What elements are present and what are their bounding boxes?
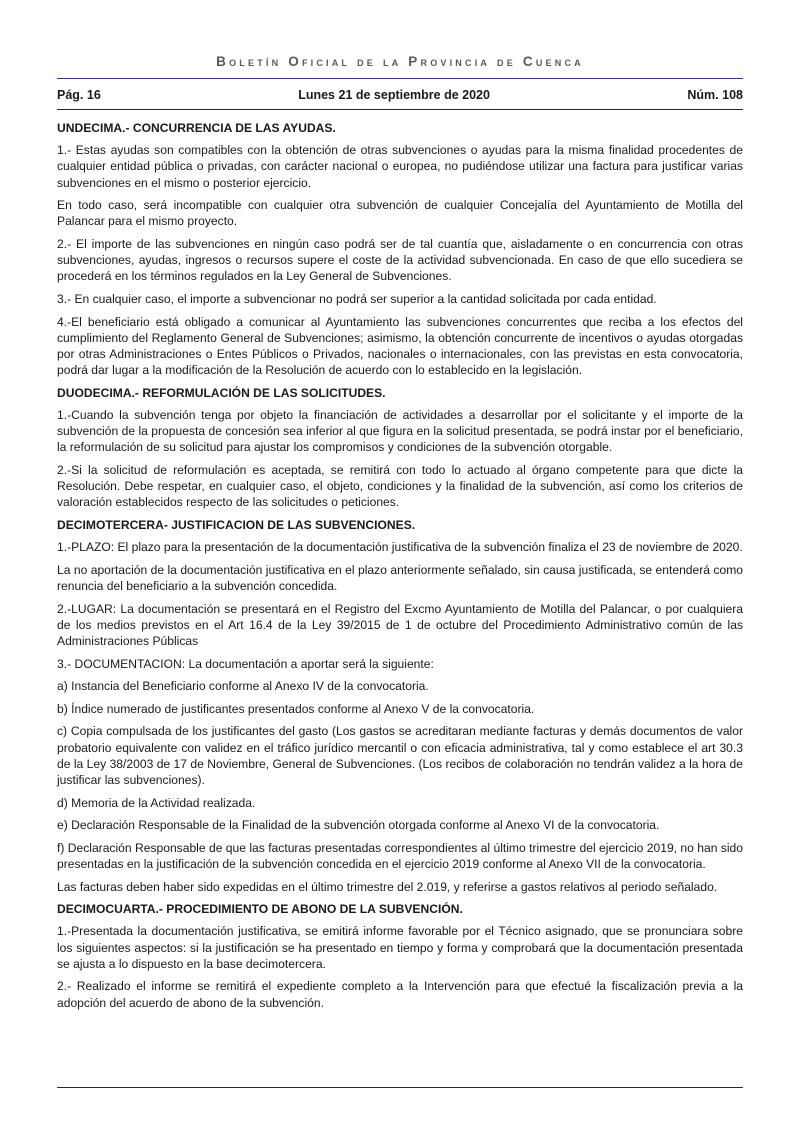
section-heading: DECIMOTERCERA- JUSTIFICACION DE LAS SUBVENCIONES. [57, 518, 416, 532]
paragraph: 2.- El importe de las subvenciones en ningún caso podrá ser de tal cuantía que, aisladamente o en concurrencia con otras subvenciones, ayudas, ingresos o recursos supere el coste de la actividad subvencionada. En caso de que ello sucediera se procederá en los términos regulados en la Ley General de Subvenciones. [57, 237, 743, 284]
paragraph: a) Instancia del Beneficiario conforme al Anexo IV de la convocatoria. [57, 679, 429, 694]
issue-number: Núm. 108 [687, 88, 743, 102]
paragraph: 1.- Estas ayudas son compatibles con la obtención de otras subvenciones o ayudas para la misma finalidad procedentes de cualquier entidad pública o privadas, con carácter nacional o europea, no pudiéndose utilizar una factura para justificar varias subvenciones en el mismo o posterior ejercicio. [57, 143, 743, 190]
paragraph: 2.-LUGAR: La documentación se presentará en el Registro del Excmo Ayuntamiento de Motilla del Palancar, o por cualquiera de los medios previstos en el Art 16.4 de la Ley 39/2015 de 1 de octubre del Procedimiento Administrativo común de las Administraciones Públicas [57, 601, 743, 648]
header-info-row [57, 87, 743, 103]
page-number: Pág. 16 [57, 88, 101, 102]
masthead-title: Boletín Oficial de la Provincia de Cuenca [216, 54, 584, 69]
section-heading: UNDECIMA.- CONCURRENCIA DE LAS AYUDAS. [57, 121, 336, 135]
section-heading: DUODECIMA.- REFORMULACIÓN DE LAS SOLICITUDES. [57, 385, 386, 400]
issue-date: Lunes 21 de septiembre de 2020 [298, 88, 490, 102]
document-body [57, 120, 743, 1011]
document-page [57, 52, 743, 1017]
paragraph: Las facturas deben haber sido expedidas en el último trimestre del 2.019, y referirse a gastos relativos al periodo señalado. [57, 879, 718, 894]
paragraph: c) Copia compulsada de los justificantes del gasto (Los gastos se acreditaran mediante facturas y demás documentos de valor probatorio equivalente con validez en el tráfico jurídico mercantil o con eficacia administrativa, tal y como establece el art 30.3 de la Ley 38/2003 de 17 de Noviembre, General de Subvenciones. (Los recibos de colaboración no tendrán validez a la hora de justificar las subvenciones). [57, 724, 743, 787]
paragraph: d) Memoria de la Actividad realizada. [57, 795, 256, 810]
paragraph: 1.-PLAZO: El plazo para la presentación de la documentación justificativa de la subvención finaliza el 23 de noviembre de 2020. [57, 540, 743, 555]
paragraph: 1.-Presentada la documentación justificativa, se emitirá informe favorable por el Técnico asignado, que se pronunciara sobre los siguientes aspectos: si la justificación se ha presentado en tiempo y forma y comprobará que la documentación presentada se ajusta a lo dispuesto en la base decimotercera. [57, 924, 743, 971]
paragraph: 4.-El beneficiario está obligado a comunicar al Ayuntamiento las subvenciones concurrentes que reciba a los efectos del cumplimiento del Reglamento General de Subvenciones; asimismo, la obtención concurrente de incentivos o ayudas otorgadas por otras Administraciones o Entes Públicos o Privados, nacionales o internacionales, con las previstas en esta convocatoria, podrá dar lugar a la modificación de la Resolución de acuerdo con lo establecido en la legislación. [57, 314, 743, 378]
footer-rule [57, 1087, 743, 1088]
header-rule [57, 78, 743, 79]
paragraph: En todo caso, será incompatible con cualquier otra subvención de cualquier Concejalía del Ayuntamiento de Motilla del Palancar para el mismo proyecto. [57, 198, 743, 229]
paragraph: 3.- DOCUMENTACION: La documentación a aportar será la siguiente: [57, 656, 434, 671]
paragraph: b) Índice numerado de justificantes presentados conforme al Anexo V de la convocatoria. [57, 701, 535, 716]
section-heading: DECIMOCUARTA.- PROCEDIMIENTO DE ABONO DE LA SUBVENCIÓN. [57, 902, 463, 917]
paragraph: 2.-Si la solicitud de reformulación es aceptada, se remitirá con todo lo actuado al órgano competente para que dicte la Resolución. Debe respetar, en cualquier caso, el objeto, condiciones y la finalidad de la subvención, así como los criterios de valoración establecidos respecto de las solicitudes o peticiones. [57, 463, 743, 510]
paragraph: 2.- Realizado el informe se remitirá el expediente completo a la Intervención para que efectué la fiscalización previa a la adopción del acuerdo de abono de la subvención. [57, 979, 743, 1010]
paragraph: 3.- En cualquier caso, el importe a subvencionar no podrá ser superior a la cantidad solicitada por cada entidad. [57, 292, 657, 306]
paragraph: La no aportación de la documentación justificativa en el plazo anteriormente señalado, sin causa justificada, se entenderá como renuncia del beneficiario a la subvención concedida. [57, 562, 743, 593]
info-rule [57, 109, 743, 110]
paragraph: e) Declaración Responsable de la Finalidad de la subvención otorgada conforme al Anexo VI de la convocatoria. [57, 818, 660, 833]
paragraph: f) Declaración Responsable de que las facturas presentadas correspondientes al último trimestre del ejercicio 2019, no han sido presentadas en la justificación de la subvención concedida en el ejercicio 2019 conforme al Anexo VII de la convocatoria. [57, 840, 743, 871]
paragraph: 1.-Cuando la subvención tenga por objeto la financiación de actividades a desarrollar por el solicitante y el importe de la subvención de la propuesta de concesión sea inferior al que figura en la solicitud presentada, se podrá instar por el beneficiario, la reformulación de su solicitud para ajustar los compromisos y condiciones de la subvención otorgable. [57, 408, 743, 455]
